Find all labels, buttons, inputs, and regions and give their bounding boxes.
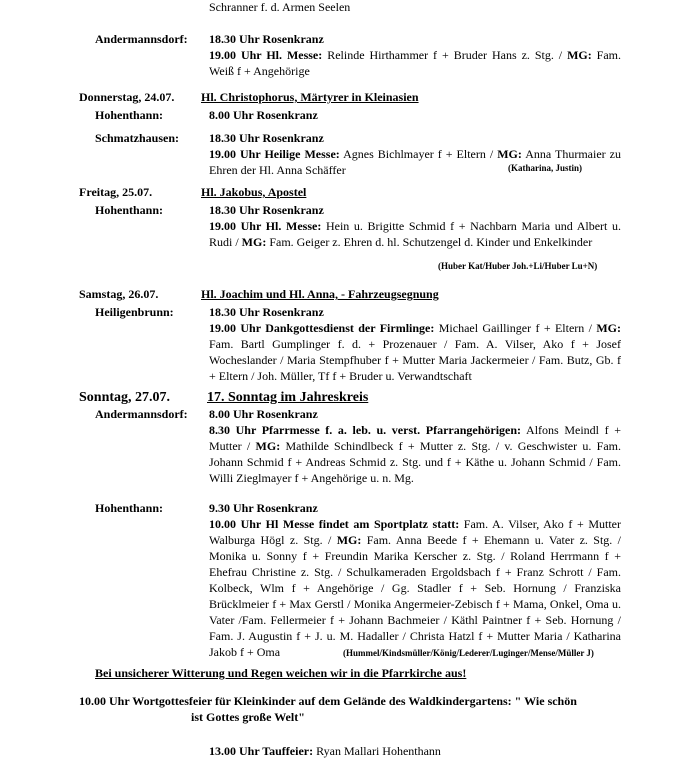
- mass-entry: [209, 146, 621, 178]
- mg-label: MG:: [255, 439, 281, 453]
- rosary-time: 18.30 Uhr Rosenkranz: [209, 305, 324, 319]
- mass-intentions: Agnes Bichlmayer f + Eltern /: [339, 147, 498, 161]
- rosary-time: 8.00 Uhr Rosenkranz: [209, 407, 318, 421]
- altar-servers: (Huber Kat/Huber Joh.+Li/Huber Lu+N): [438, 261, 598, 271]
- altar-servers: (Hummel/Kindsmüller/König/Lederer/Luginger/Mense/Müller J): [343, 648, 594, 658]
- altar-servers: (Katharina, Justin): [508, 163, 583, 173]
- rosary-time: 18.30 Uhr Rosenkranz: [209, 131, 324, 145]
- day-date: Sonntag, 27.07.: [79, 390, 171, 405]
- location-andermannsdorf: Andermannsdorf:: [95, 407, 188, 421]
- mg-label: MG:: [241, 235, 267, 249]
- mass-label: 19.00 Uhr Hl. Messe:: [209, 219, 322, 233]
- kids-service-line1: 10.00 Uhr Wortgottesfeier für Kleinkinder auf dem Gelände des Waldkindergartens: " Wie schön: [79, 694, 577, 708]
- location-schmatzhausen: Schmatzhausen:: [95, 131, 180, 145]
- mass-intentions: Hein u. Brigitte Schmid f + Nachbarn Maria und Albert u. Rudi /: [209, 219, 621, 249]
- mg-label: MG:: [596, 321, 622, 335]
- rosary-time: 8.00 Uhr Rosenkranz: [209, 108, 318, 122]
- entry-day2: [209, 202, 621, 250]
- mass-entry: [209, 320, 621, 384]
- mg-text: Fam. Weiß f + Angehörige: [209, 48, 621, 78]
- kids-service-line2: ist Gottes große Welt": [191, 710, 305, 724]
- top-line: Schranner f. d. Armen Seelen: [209, 0, 351, 14]
- location-hohenthann: Hohenthann:: [95, 203, 164, 217]
- entry-day3: [209, 304, 621, 384]
- day-date: Freitag, 25.07.: [79, 185, 153, 199]
- mg-text: Fam. Geiger z. Ehren d. hl. Schutzengel d. Kinder und Enkelkinder: [266, 235, 593, 249]
- mg-text: Fam. Bartl Gumplinger f. d. + Prozenauer / Fam. A. Vilser, Ako f + Josef Wocheslander / Maria Stempfhuber f + Mutter Maria Jackermeier / Fam. Butz, Gb. f + Eltern / Joh. Müller, Tf f + Bruder u. Verwandtschaft: [209, 337, 621, 383]
- day-title: Hl. Christophorus, Märtyrer in Kleinasien: [201, 90, 419, 104]
- day-heading-saturday: [79, 287, 439, 302]
- day-heading-sunday: [79, 390, 368, 406]
- mass-label: 10.00 Uhr Hl Messe findet am Sportplatz statt:: [209, 517, 460, 531]
- rosary-time: 18.30 Uhr Rosenkranz: [209, 32, 324, 46]
- rosary-time: 18.30 Uhr Rosenkranz: [209, 203, 324, 217]
- location-heiligenbrunn: Heiligenbrunn:: [95, 305, 174, 319]
- baptism-label: 13.00 Uhr Tauffeier:: [209, 744, 314, 758]
- mg-text: Fam. Anna Beede f + Ehemann u. Vater z. Stg. / Monika u. Sonny f + Freundin Marika Kerscher z. Stg. / Roland Herrmann f + Ehefrau Christine z. Stg. / Schulkameraden Ergoldsbach f + Franz Schrott / Fam. Kolbeck, Wlm f + Angehörige / Gg. Stadler f + Seb. Hornung / Franziska Brücklmeier f + Max Gerstl / Monika Angermeier-Zebisch f + Mama, Onkel, Oma u. Vater /Fam. Fellermeier f + Johann Bachmeier / Käthl Paintner f + Seb. Hornung / Fam. J. Augustin f + J. u. M. Hadaller / Christa Hatzl f + Mutter Maria / Katharina Jakob f + Oma: [209, 533, 621, 659]
- mass-label: 19.00 Uhr Heilige Messe:: [209, 147, 340, 161]
- day-heading-thursday: [79, 90, 419, 105]
- mg-label: MG:: [497, 147, 522, 161]
- mass-intentions: Alfons Meindl f + Mutter /: [209, 423, 621, 453]
- day-title: Hl. Jakobus, Apostel: [201, 185, 307, 199]
- day-title: 17. Sonntag im Jahreskreis: [207, 390, 369, 405]
- mass-label: 19.00 Uhr Dankgottesdienst der Firmlinge:: [209, 321, 435, 335]
- mass-label: 8.30 Uhr Pfarrmesse f. a. leb. u. verst. Pfarrangehörigen:: [209, 423, 522, 437]
- mass-intentions: Relinde Hirthammer f + Bruder Hans z. Stg. /: [322, 48, 568, 62]
- mass-label: 19.00 Uhr Hl. Messe:: [209, 48, 323, 62]
- entry-block1: [209, 31, 621, 79]
- location-hohenthann: Hohenthann:: [95, 108, 164, 122]
- rosary-time: 9.30 Uhr Rosenkranz: [209, 501, 318, 515]
- mg-label: MG:: [567, 48, 592, 62]
- location-andermannsdorf: Andermannsdorf:: [95, 32, 188, 46]
- location-hohenthann: Hohenthann:: [95, 501, 164, 515]
- mg-text: Anna Thurmaier zu Ehren der Hl. Anna Schäffer: [209, 147, 621, 177]
- day-title: Hl. Joachim und Hl. Anna, - Fahrzeugsegnung: [201, 287, 439, 301]
- mass-entry: [209, 422, 621, 486]
- mass-entry: [209, 218, 621, 250]
- baptism-text: Ryan Mallari Hohenthann: [313, 744, 441, 758]
- mass-intentions: Michael Gaillinger f + Eltern /: [434, 321, 597, 335]
- baptism-entry: [209, 744, 441, 759]
- mass-entry: [209, 516, 621, 660]
- entry-day4-hohenthann: [209, 500, 621, 660]
- day-date: Donnerstag, 24.07.: [79, 90, 175, 104]
- mg-text: Mathilde Schindlbeck f + Mutter z. Stg. / v. Geschwister u. Fam. Johann Schmid f + Andreas Schmid z. Stg. und f + Käthe u. Johann Schmid / Fam. Willi Zieglmayer f + Angehörige u. n. Mg.: [209, 439, 621, 485]
- mg-label: MG:: [336, 533, 362, 547]
- day-heading-friday: [79, 185, 306, 200]
- mass-intentions: Fam. A. Vilser, Ako f + Mutter Walburga Högl z. Stg. /: [209, 517, 621, 547]
- weather-notice: Bei unsicherer Witterung und Regen weichen wir in die Pfarrkirche aus!: [95, 666, 467, 680]
- mass-entry: [209, 47, 621, 79]
- entry-day4-andermannsdorf: [209, 406, 621, 486]
- day-date: Samstag, 26.07.: [79, 287, 159, 301]
